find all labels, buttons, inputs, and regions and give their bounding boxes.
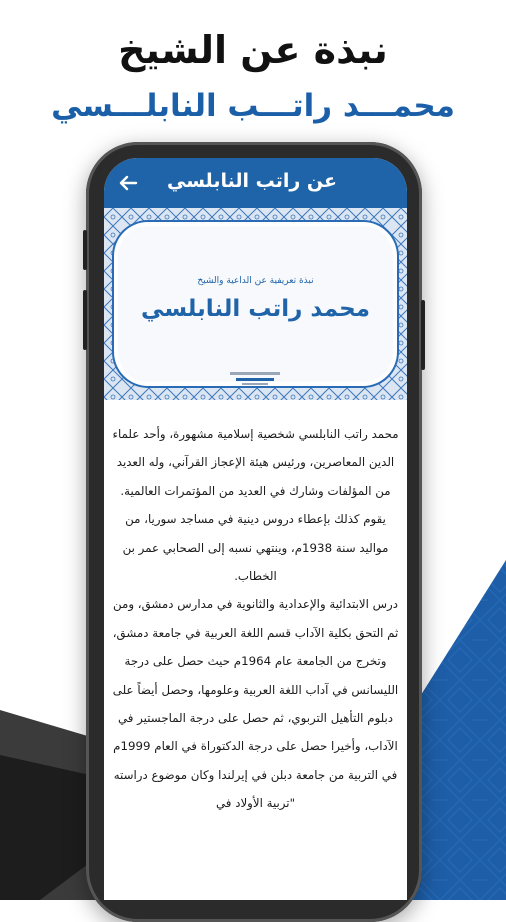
- promo-title: نبذة عن الشيخ: [118, 28, 388, 72]
- phone-side-button: [83, 290, 87, 350]
- banner-caption: نبذة تعريفية عن الداعية والشيخ: [197, 276, 314, 286]
- app-bar: [104, 158, 407, 208]
- app-bar-title: عن راتب النابلسي: [167, 170, 337, 192]
- phone-side-button: [421, 300, 425, 370]
- bio-paragraph: يقوم كذلك بإعطاء دروس دينية في مساجد سوريا، من مواليد سنة 1938م، وينتهي نسبه إلى الصحابي عمر بن الخطاب.: [122, 512, 389, 584]
- bio-paragraph: محمد راتب النابلسي شخصية إسلامية مشهورة، وأحد علماء الدين المعاصرين، ورئيس هيئة الإعجاز القرآني، وله العديد من المؤلفات وشارك في العديد من المؤتمرات العالمية.: [112, 427, 399, 498]
- bio-paragraph: درس الابتدائية والإعدادية والثانوية في مدارس دمشق، ومن ثم التحق بكلية الآداب قسم اللغة العربية في جامعة دمشق، وتخرج من الجامعة عام 1964م حيث حصل على درجة الليسانس في آداب اللغة العربية وعلومها، وحصل أيضاً على دبلوم التأهيل التربوي، ثم حصل على درجة الماجستير في الآداب، وأخيرا حصل على درجة الدكتوراة في العام 1999م في التربية من جامعة دبلن في إيرلندا وكان موضوع دراسته "تربية الأولاد في: [112, 597, 399, 811]
- logo-icon: [230, 370, 280, 388]
- banner-name: محمد راتب النابلسي: [141, 296, 370, 322]
- phone-side-button: [83, 230, 87, 270]
- promo-subtitle: محمـــد راتـــب النابلـــسي: [51, 88, 455, 124]
- arrow-left-icon[interactable]: [116, 171, 140, 195]
- app-screen: [104, 158, 407, 900]
- banner: [104, 208, 407, 400]
- bio-text: [112, 420, 399, 818]
